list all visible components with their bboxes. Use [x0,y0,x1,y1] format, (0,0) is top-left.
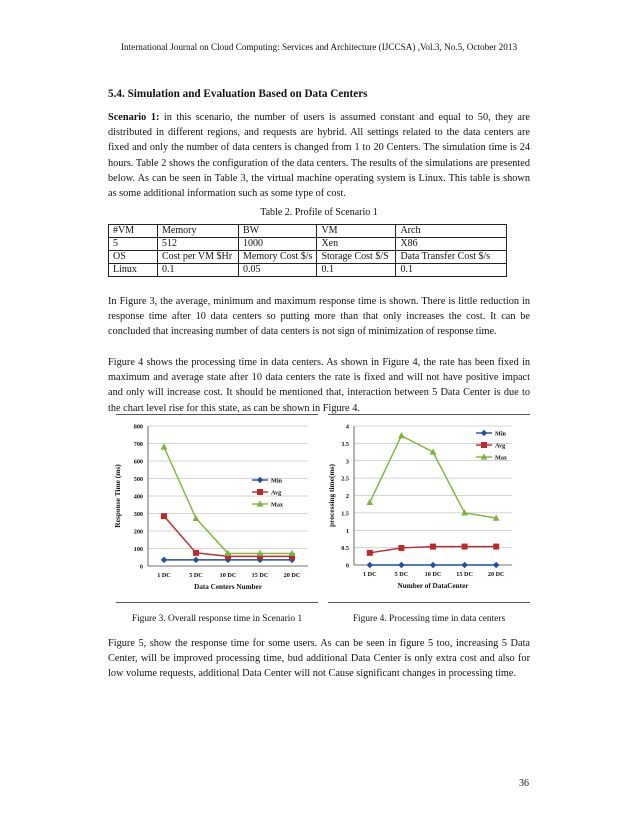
legend-marker-avg [481,442,487,448]
figure-3-bottom-rule [116,602,318,603]
table-cell: Arch [396,225,507,238]
data-point-min [367,562,373,568]
y-tick-label: 4 [345,423,349,431]
x-tick-label: 10 DC [424,571,442,578]
data-point-min [398,562,404,568]
table-cell: Cost per VM $Hr [158,251,239,264]
section-title: 5.4. Simulation and Evaluation Based on Data Centers [108,88,368,100]
data-point-max [398,432,405,438]
paragraph-figure-5: Figure 5, show the response time for some users. As can be seen in figure 5 too, increasing 5 Data Center, will be improved processing time, bud additional Data Center is only extra cost and also for low volume requests, additional Data Center will not Cause significant changes in processing time. [108,638,530,680]
table-cell: Memory Cost $/s [239,251,317,264]
table-cell: X86 [396,238,507,251]
legend-marker-min [257,477,263,483]
table-cell: #VM [109,225,158,238]
data-point-max [461,509,468,515]
table-row [109,225,507,238]
data-point-min [161,557,167,563]
y-tick-label: 700 [133,441,143,448]
page-number: 36 [519,778,529,789]
data-point-max [193,515,200,521]
data-point-max [366,499,373,505]
y-tick-label: 3.5 [341,440,349,448]
table-cell: VM [317,225,396,238]
y-tick-label: 500 [133,476,143,483]
x-tick-label: 1 DC [363,571,377,578]
table-row [109,238,507,251]
y-axis-title: Response Time (ms) [113,464,122,528]
x-axis-title: Data Centers Number [194,583,262,591]
table-caption: Table 2. Profile of Scenario 1 [260,207,378,218]
y-tick-label: 200 [133,528,143,536]
table-cell: 512 [158,238,239,251]
scenario-label: Scenario 1: [108,112,160,123]
y-tick-label: 600 [133,458,143,466]
figure-4-caption: Figure 4. Processing time in data centers [352,614,506,624]
profile-table [108,224,507,277]
y-tick-label: 1.5 [341,510,349,518]
legend-label: Max [271,501,284,509]
table-cell: 0.05 [239,264,317,277]
y-tick-label: 800 [133,423,143,431]
x-tick-label: 15 DC [251,572,269,579]
table-cell: Memory [158,225,239,238]
paragraph-figure-3: In Figure 3, the average, minimum and maximum response time is shown. There is little reduction in response time after 10 data centers so putting more than that only increases the cost. It can be concluded that increasing number of data centers is not sign of minimization of response time. [108,296,530,338]
figure-4-top-rule [328,414,530,415]
x-tick-label: 1 DC [157,572,171,579]
table-cell: Xen [317,238,396,251]
table-cell: 5 [109,238,158,251]
data-point-avg [161,513,167,519]
paragraph-figure-4: Figure 4 shows the processing time in data centers. As shown in Figure 4, the rate has been fixed in maximum and average state after 10 data centers the rate is fixed and will not have positive impact and only will increase cost. It should be mentioned that, interaction between 5 Data Center is due to the chart level rise for this state, as can be shown in Figure 4. [108,357,530,414]
y-axis-title: processing time(ms) [327,464,336,527]
legend-label: Avg [495,442,506,450]
data-point-avg [193,550,199,556]
table-cell: OS [109,251,158,264]
x-axis-title: Number of DataCenter [397,582,469,590]
y-tick-label: 300 [133,511,143,518]
figure-3-caption: Figure 3. Overall response time in Scenario 1 [131,614,303,624]
data-point-avg [430,544,436,550]
x-tick-label: 20 DC [487,571,505,578]
table-cell: Data Transfer Cost $/s [396,251,507,264]
legend-marker-avg [257,489,263,495]
table-row [109,264,507,277]
scenario-text: in this scenario, the number of users is assumed constant and equal to 50, they are distributed in different regions, and requests are hybrid. All settings related to the data centers are fixed and only the number of data centers is changed from 1 to 20 Centers. The simulation time is 24 hours. Table 2 shows the configuration of the data centers. The results of the simulations are presented below. As can be seen in Table 3, the virtual machine operating system is Linux. This table is shown as some additional information such as some type of cost. [108,112,530,200]
y-tick-label: 100 [133,546,143,553]
data-point-min [193,557,199,563]
table-cell: 1000 [239,238,317,251]
data-point-avg [493,544,499,550]
data-point-min [461,562,467,568]
y-tick-label: 400 [133,493,143,501]
table-cell: 0.1 [317,264,396,277]
response-time-chart [112,416,322,598]
table-cell: 0.1 [396,264,507,277]
data-point-min [493,562,499,568]
table-cell: BW [239,225,317,238]
paragraph-scenario-1 [108,110,530,201]
data-point-max [161,443,168,449]
legend-marker-min [481,430,487,436]
legend-label: Max [495,454,508,462]
processing-time-chart [326,416,534,598]
y-tick-label: 0.5 [341,545,349,553]
y-tick-label: 1 [345,527,349,535]
table-row [109,251,507,264]
x-tick-label: 5 DC [394,571,409,578]
data-point-min [430,562,436,568]
legend-label: Min [495,430,507,438]
y-tick-label: 0 [139,563,143,571]
x-tick-label: 5 DC [189,572,203,579]
journal-header: International Journal on Cloud Computing: Services and Architecture (IJCCSA) ,Vol.3, No.5, October 2013 [120,42,518,52]
data-point-avg [398,545,404,551]
legend-label: Min [271,477,283,485]
x-tick-label: 15 DC [456,571,473,578]
x-tick-label: 10 DC [219,572,237,579]
data-point-avg [462,544,468,550]
legend-label: Avg [271,489,282,497]
y-tick-label: 3 [345,458,349,466]
y-tick-label: 2 [345,493,349,500]
y-tick-label: 0 [345,562,349,570]
table-cell: 0.1 [158,264,239,277]
data-point-avg [367,550,373,556]
figure-4-bottom-rule [328,602,530,603]
table-cell: Linux [109,264,158,277]
series-line-max [370,436,496,518]
figure-3-top-rule [116,414,318,415]
table-cell: Storage Cost $/S [317,251,396,264]
x-tick-label: 20 DC [283,572,301,579]
y-tick-label: 2.5 [341,475,349,483]
